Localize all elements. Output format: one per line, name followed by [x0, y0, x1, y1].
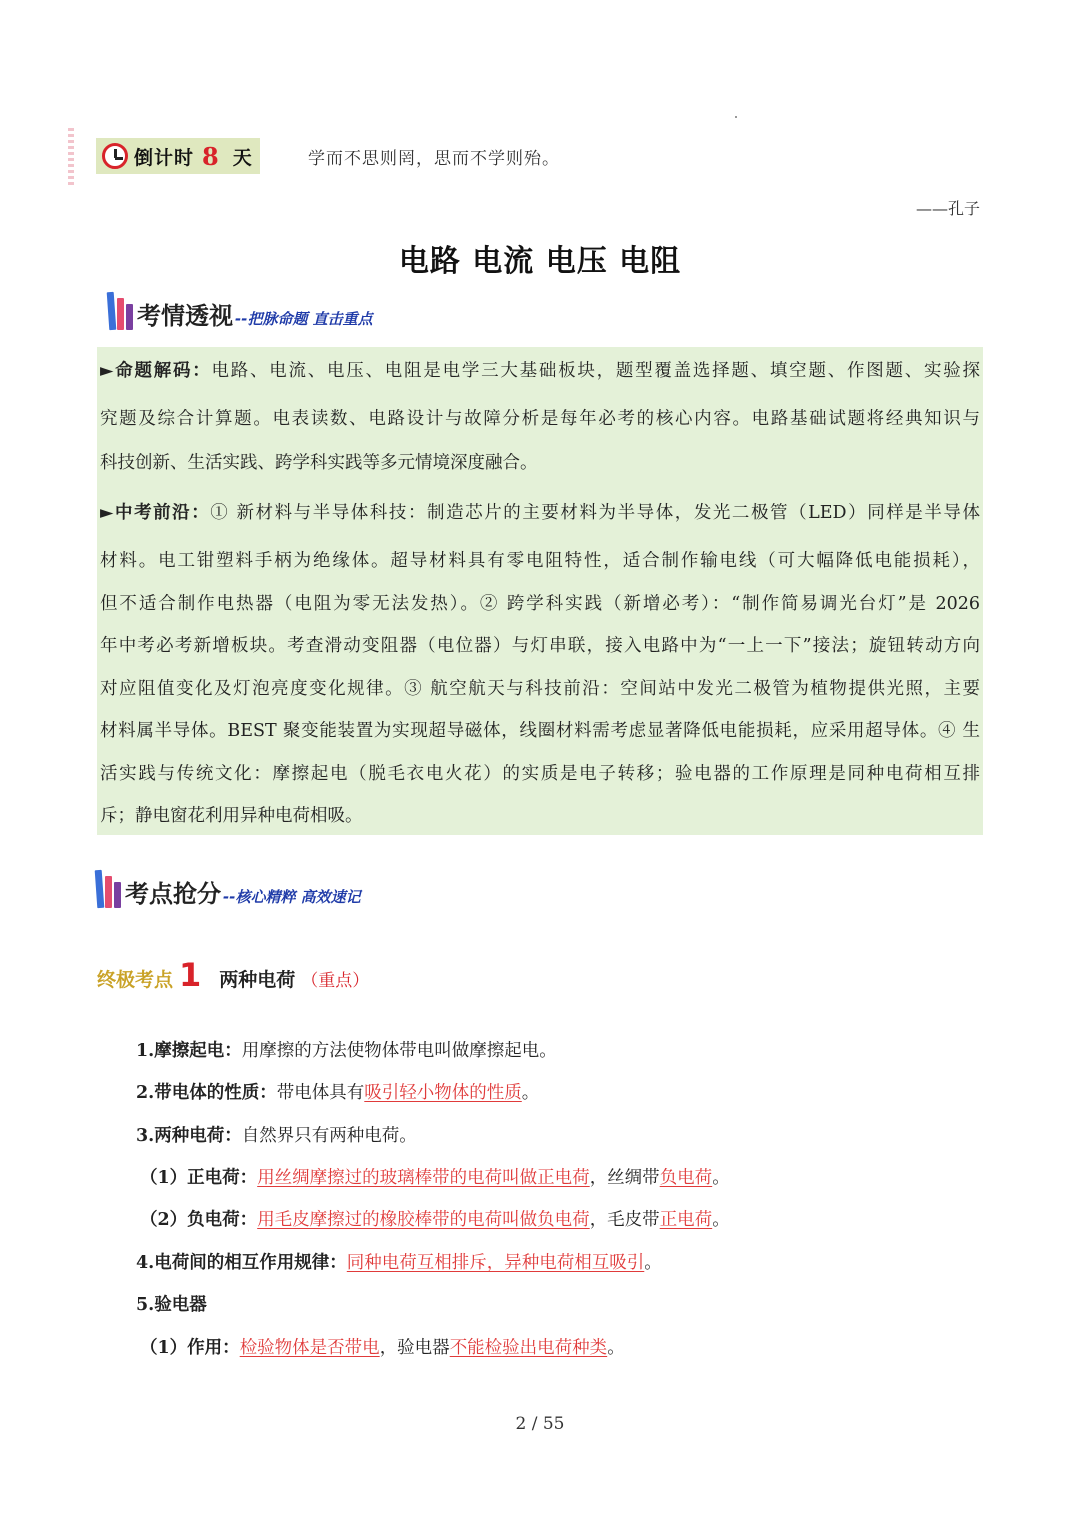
- books-icon: [96, 866, 123, 908]
- keypoint-label: 终极考点: [97, 969, 174, 991]
- countdown-prefix: 倒计时: [134, 146, 195, 169]
- paragraph-line: 材料。电工钳塑料手柄为绝缘体。超导材料具有零电阻特性，适合制作输电线（可大幅降低电能损耗），: [100, 551, 980, 571]
- paragraph-line: 究题及综合计算题。电表读数、电路设计与故障分析是每年必考的核心内容。电路基础试题将经典知识与: [100, 409, 980, 429]
- answer-highlight: 不能检验出电荷种类: [449, 1338, 608, 1358]
- countdown-suffix: 天: [232, 146, 253, 169]
- clock-icon: [102, 143, 128, 169]
- books-icon: [108, 288, 135, 330]
- list-item: （1）正电荷：用丝绸摩擦过的玻璃棒带的电荷叫做正电荷，丝绸带负电荷。: [140, 1168, 730, 1188]
- list-item: 5.验电器: [136, 1295, 207, 1315]
- answer-highlight: 用毛皮摩擦过的橡胶棒带的电荷叫做负电荷: [257, 1210, 590, 1230]
- list-item: 2.带电体的性质：带电体具有吸引轻小物体的性质。: [136, 1083, 540, 1103]
- answer-highlight: 用丝绸摩擦过的玻璃棒带的电荷叫做正电荷: [257, 1168, 590, 1188]
- quote-author: ——孔子: [915, 199, 980, 218]
- keypoint-tag: （重点）: [301, 971, 370, 991]
- section-subtitle: --把脉命题 直击重点: [235, 310, 373, 328]
- paragraph-line: 年中考必考新增板块。考查滑动变阻器（电位器）与灯串联，接入电路中为“一上一下”接法；旋钮转动方向: [100, 636, 980, 656]
- paragraph-line: 材料属半导体。BEST 聚变能装置为实现超导磁体，线圈材料需考虑显著降低电能损耗，应采用超导体。④ 生: [100, 721, 980, 741]
- paragraph-line: ►中考前沿：① 新材料与半导体科技：制造芯片的主要材料为半导体，发光二极管（LED）同样是半导体: [100, 503, 980, 523]
- answer-highlight: 负电荷: [659, 1168, 713, 1188]
- section-title: 考点抢分: [125, 880, 221, 908]
- section-heading-key-points: [96, 866, 361, 908]
- section-title: 考情透视: [137, 302, 233, 330]
- paragraph-line: 但不适合制作电热器（电阻为零无法发热）。② 跨学科实践（新增必考）：“制作简易调光台灯”是 2026: [100, 594, 980, 614]
- keypoint-heading: [97, 956, 369, 994]
- answer-highlight: 正电荷: [659, 1210, 713, 1230]
- countdown-badge: [96, 138, 260, 174]
- paragraph-line: 活实践与传统文化：摩擦起电（脱毛衣电火花）的实质是电子转移；验电器的工作原理是同种电荷相互排: [100, 764, 980, 784]
- paragraph-line: 对应阻值变化及灯泡亮度变化规律。③ 航空航天与科技前沿：空间站中发光二极管为植物提供光照，主要: [100, 679, 980, 699]
- paragraph-lead: ►命题解码：: [100, 361, 212, 381]
- quote: 学而不思则罔，思而不学则殆。: [308, 149, 560, 169]
- decorative-stripe: [68, 128, 74, 186]
- answer-highlight: 检验物体是否带电: [239, 1338, 380, 1358]
- paragraph-line: ►命题解码：电路、电流、电压、电阻是电学三大基础板块，题型覆盖选择题、填空题、作图题、实验探: [100, 361, 980, 381]
- page-number: 2 / 55: [515, 1414, 565, 1434]
- answer-highlight: 吸引轻小物体的性质: [364, 1083, 522, 1103]
- list-item: 1.摩擦起电：用摩擦的方法使物体带电叫做摩擦起电。: [136, 1041, 557, 1061]
- list-item: 4.电荷间的相互作用规律：同种电荷互相排斥，异种电荷相互吸引。: [136, 1253, 662, 1273]
- speck: [735, 116, 737, 118]
- answer-highlight: 同种电荷互相排斥，异种电荷相互吸引: [346, 1253, 645, 1273]
- section-heading-exam-analysis: [108, 288, 373, 330]
- paragraph-line: 科技创新、生活实践、跨学科实践等多元情境深度融合。: [100, 453, 538, 473]
- section-subtitle: --核心精粹 高效速记: [223, 888, 361, 906]
- countdown-number: 8: [202, 141, 219, 171]
- paragraph-line: 斥；静电窗花利用异种电荷相吸。: [100, 806, 363, 826]
- list-item: （2）负电荷：用毛皮摩擦过的橡胶棒带的电荷叫做负电荷，毛皮带正电荷。: [140, 1210, 730, 1230]
- list-item: （1）作用：检验物体是否带电，验电器不能检验出电荷种类。: [140, 1338, 625, 1358]
- page-title: 电路 电流 电压 电阻: [398, 244, 682, 279]
- keypoint-number: 1: [179, 956, 202, 994]
- keypoint-title: 两种电荷: [219, 969, 296, 991]
- list-item: 3.两种电荷：自然界只有两种电荷。: [136, 1126, 417, 1146]
- paragraph-lead: ►中考前沿：: [100, 503, 211, 523]
